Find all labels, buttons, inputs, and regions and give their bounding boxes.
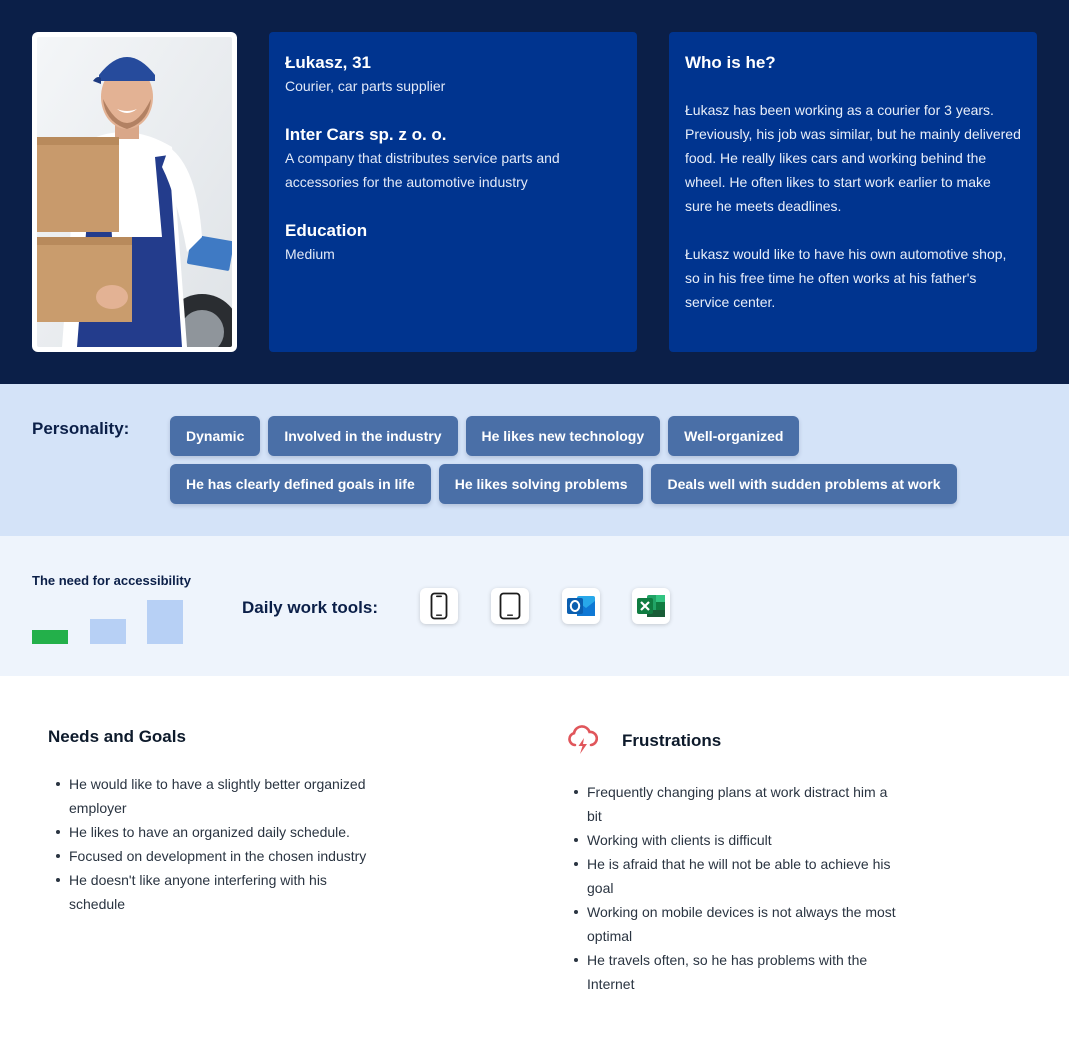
persona-photo bbox=[37, 37, 232, 347]
who-is-he-card bbox=[669, 32, 1037, 352]
personality-label: Personality: bbox=[32, 419, 130, 438]
storm-cloud-icon bbox=[566, 725, 598, 757]
persona-name-age: Łukasz, 31 bbox=[285, 53, 371, 72]
outlook-icon bbox=[562, 588, 600, 624]
list-item: Working on mobile devices is not always the most optimal bbox=[566, 900, 906, 948]
persona-photo-frame bbox=[32, 32, 237, 352]
education-label: Education bbox=[285, 221, 368, 240]
personality-tag: Deals well with sudden problems at work bbox=[651, 464, 956, 504]
list-item: He would like to have a slightly better organized employer bbox=[48, 772, 378, 820]
list-item: Working with clients is difficult bbox=[566, 828, 906, 852]
company-description: A company that distributes service parts and accessories for the automotive industry bbox=[285, 150, 560, 190]
education-value: Medium bbox=[285, 246, 335, 262]
accessibility-tools-section bbox=[0, 536, 1069, 676]
list-item: He travels often, so he has problems with the Internet bbox=[566, 948, 906, 996]
who-paragraph-1: Łukasz has been working as a courier for 3 years. Previously, his job was similar, but he mainly delivered food. He really likes cars and working behind the wheel. He often likes to start work earlier to make sure he meets deadlines. bbox=[685, 102, 1021, 214]
personality-tag: Dynamic bbox=[170, 416, 260, 456]
persona-info-card bbox=[269, 32, 637, 352]
persona-header bbox=[0, 0, 1069, 384]
personality-tag: He likes new technology bbox=[466, 416, 661, 456]
list-item: Focused on development in the chosen industry bbox=[48, 844, 378, 868]
company-name: Inter Cars sp. z o. o. bbox=[285, 125, 447, 144]
smartphone-icon bbox=[420, 588, 458, 624]
persona-role: Courier, car parts supplier bbox=[285, 78, 446, 94]
accessibility-level-2-bar bbox=[90, 619, 126, 644]
needs-goals-list bbox=[48, 772, 378, 916]
personality-tag: He has clearly defined goals in life bbox=[170, 464, 431, 504]
daily-tools-label: Daily work tools: bbox=[242, 598, 379, 617]
persona-identity bbox=[285, 52, 621, 98]
list-item: He likes to have an organized daily schedule. bbox=[48, 820, 378, 844]
who-paragraph-2: Łukasz would like to have his own automotive shop, so in his free time he often works at his father's service center. bbox=[685, 246, 1007, 310]
list-item: He is afraid that he will not be able to achieve his goal bbox=[566, 852, 906, 900]
excel-icon bbox=[632, 588, 670, 624]
personality-tag: He likes solving problems bbox=[439, 464, 644, 504]
personality-section bbox=[0, 384, 1069, 536]
accessibility-level-3-bar bbox=[147, 600, 183, 644]
accessibility-title: The need for accessibility bbox=[32, 573, 191, 588]
personality-tag: Well-organized bbox=[668, 416, 799, 456]
personality-tags bbox=[170, 416, 1000, 504]
frustrations-title: Frustrations bbox=[622, 731, 722, 750]
list-item: Frequently changing plans at work distract him a bit bbox=[566, 780, 906, 828]
persona-education bbox=[285, 220, 621, 266]
accessibility-level-1-bar bbox=[32, 630, 68, 644]
personality-tag: Involved in the industry bbox=[268, 416, 457, 456]
list-item: He doesn't like anyone interfering with his schedule bbox=[48, 868, 378, 916]
tablet-icon bbox=[491, 588, 529, 624]
needs-goals-title: Needs and Goals bbox=[48, 727, 186, 746]
persona-company bbox=[285, 124, 621, 194]
who-is-he-title: Who is he? bbox=[685, 53, 776, 72]
frustrations-list bbox=[566, 780, 906, 996]
